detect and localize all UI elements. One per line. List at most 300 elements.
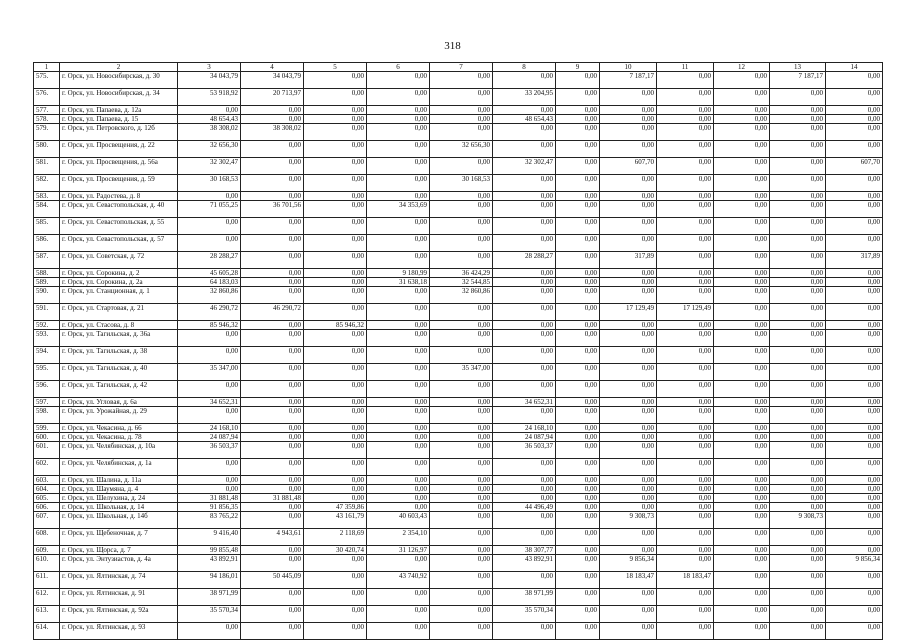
value-cell: 0,00 xyxy=(241,115,304,124)
row-index-cell: 600. xyxy=(34,433,60,442)
value-cell: 24 087,94 xyxy=(493,433,556,442)
address-cell: г. Орск, ул. Школьная, д. 14б xyxy=(60,512,178,529)
value-cell: 32 860,86 xyxy=(178,287,241,304)
row-index-cell: 581. xyxy=(34,158,60,175)
table-row xyxy=(34,572,883,589)
value-cell: 0,00 xyxy=(714,476,770,485)
value-cell: 0,00 xyxy=(770,529,826,546)
address-cell: г. Орск, ул. Щебеночная, д. 7 xyxy=(60,529,178,546)
value-cell: 0,00 xyxy=(600,424,657,433)
value-cell: 0,00 xyxy=(493,235,556,252)
value-cell: 0,00 xyxy=(657,347,714,364)
value-cell: 43 161,79 xyxy=(304,512,367,529)
value-cell: 0,00 xyxy=(556,269,600,278)
value-cell: 32 544,85 xyxy=(430,278,493,287)
column-number-6: 6 xyxy=(367,63,430,72)
value-cell: 0,00 xyxy=(241,218,304,235)
row-index-cell: 607. xyxy=(34,512,60,529)
value-cell: 0,00 xyxy=(714,546,770,555)
value-cell: 30 168,53 xyxy=(178,175,241,192)
value-cell: 0,00 xyxy=(770,269,826,278)
value-cell: 0,00 xyxy=(493,269,556,278)
value-cell: 0,00 xyxy=(430,433,493,442)
value-cell: 0,00 xyxy=(657,589,714,606)
value-cell: 0,00 xyxy=(556,424,600,433)
value-cell: 0,00 xyxy=(178,218,241,235)
value-cell: 0,00 xyxy=(770,459,826,476)
value-cell: 0,00 xyxy=(493,304,556,321)
value-cell: 31 881,48 xyxy=(241,494,304,503)
value-cell: 0,00 xyxy=(556,158,600,175)
value-cell: 0,00 xyxy=(826,546,883,555)
value-cell: 0,00 xyxy=(304,433,367,442)
value-cell: 0,00 xyxy=(714,529,770,546)
value-cell: 0,00 xyxy=(770,572,826,589)
value-cell: 32 656,30 xyxy=(178,141,241,158)
value-cell: 0,00 xyxy=(714,218,770,235)
value-cell: 0,00 xyxy=(493,192,556,201)
row-index-cell: 606. xyxy=(34,503,60,512)
value-cell: 0,00 xyxy=(714,572,770,589)
value-cell: 0,00 xyxy=(556,485,600,494)
value-cell: 48 654,43 xyxy=(178,115,241,124)
value-cell: 0,00 xyxy=(430,218,493,235)
column-number-4: 4 xyxy=(241,63,304,72)
value-cell: 0,00 xyxy=(430,115,493,124)
address-cell: г. Орск, ул. Станционная, д. 1 xyxy=(60,287,178,304)
row-index-cell: 578. xyxy=(34,115,60,124)
value-cell: 0,00 xyxy=(826,494,883,503)
value-cell: 0,00 xyxy=(178,381,241,398)
value-cell: 0,00 xyxy=(430,381,493,398)
value-cell: 99 855,48 xyxy=(178,546,241,555)
value-cell: 0,00 xyxy=(600,106,657,115)
value-cell: 0,00 xyxy=(178,106,241,115)
value-cell: 0,00 xyxy=(367,252,430,269)
value-cell: 9 856,34 xyxy=(826,555,883,572)
value-cell: 0,00 xyxy=(241,252,304,269)
value-cell: 0,00 xyxy=(826,321,883,330)
value-cell: 0,00 xyxy=(657,476,714,485)
value-cell: 0,00 xyxy=(556,278,600,287)
value-cell: 0,00 xyxy=(304,72,367,89)
address-cell: г. Орск, ул. Петровского, д. 12б xyxy=(60,124,178,141)
value-cell: 0,00 xyxy=(600,347,657,364)
value-cell: 0,00 xyxy=(556,115,600,124)
value-cell: 0,00 xyxy=(556,175,600,192)
value-cell: 9 308,73 xyxy=(600,512,657,529)
value-cell: 43 892,91 xyxy=(493,555,556,572)
value-cell: 0,00 xyxy=(770,89,826,106)
value-cell: 0,00 xyxy=(600,381,657,398)
row-index-cell: 609. xyxy=(34,546,60,555)
value-cell: 0,00 xyxy=(826,330,883,347)
value-cell: 0,00 xyxy=(430,201,493,218)
column-number-9: 9 xyxy=(556,63,600,72)
table-row xyxy=(34,115,883,124)
value-cell: 0,00 xyxy=(600,278,657,287)
value-cell: 0,00 xyxy=(367,321,430,330)
value-cell: 0,00 xyxy=(493,201,556,218)
value-cell: 0,00 xyxy=(770,442,826,459)
value-cell: 0,00 xyxy=(556,572,600,589)
value-cell: 0,00 xyxy=(714,304,770,321)
value-cell: 0,00 xyxy=(714,278,770,287)
table-row xyxy=(34,124,883,141)
value-cell: 9 308,73 xyxy=(770,512,826,529)
value-cell: 0,00 xyxy=(770,201,826,218)
table-row xyxy=(34,287,883,304)
table-row xyxy=(34,459,883,476)
value-cell: 0,00 xyxy=(304,175,367,192)
value-cell: 0,00 xyxy=(600,398,657,407)
value-cell: 0,00 xyxy=(241,442,304,459)
value-cell: 0,00 xyxy=(241,287,304,304)
value-cell: 0,00 xyxy=(241,141,304,158)
value-cell: 0,00 xyxy=(657,623,714,640)
value-cell: 0,00 xyxy=(826,278,883,287)
address-cell: г. Орск, ул. Тагильская, д. 36а xyxy=(60,330,178,347)
value-cell: 0,00 xyxy=(430,124,493,141)
value-cell: 0,00 xyxy=(714,347,770,364)
value-cell: 0,00 xyxy=(657,115,714,124)
value-cell: 0,00 xyxy=(714,72,770,89)
address-cell: г. Орск, ул. Просвещения, д. 59 xyxy=(60,175,178,192)
value-cell: 607,70 xyxy=(600,158,657,175)
page-number: 318 xyxy=(444,40,461,52)
value-cell: 0,00 xyxy=(826,485,883,494)
value-cell: 0,00 xyxy=(657,407,714,424)
value-cell: 0,00 xyxy=(600,589,657,606)
address-cell: г. Орск, ул. Шелухина, д. 24 xyxy=(60,494,178,503)
value-cell: 36 424,29 xyxy=(430,269,493,278)
address-cell: г. Орск, ул. Ялтинская, д. 92а xyxy=(60,606,178,623)
value-cell: 0,00 xyxy=(657,287,714,304)
value-cell: 0,00 xyxy=(770,433,826,442)
value-cell: 0,00 xyxy=(178,235,241,252)
row-index-cell: 588. xyxy=(34,269,60,278)
value-cell: 0,00 xyxy=(826,287,883,304)
value-cell: 0,00 xyxy=(714,235,770,252)
value-cell: 0,00 xyxy=(826,89,883,106)
value-cell: 0,00 xyxy=(304,381,367,398)
row-index-cell: 608. xyxy=(34,529,60,546)
value-cell: 0,00 xyxy=(770,494,826,503)
value-cell: 0,00 xyxy=(493,512,556,529)
value-cell: 0,00 xyxy=(714,512,770,529)
value-cell: 0,00 xyxy=(304,606,367,623)
value-cell: 0,00 xyxy=(367,347,430,364)
value-cell: 0,00 xyxy=(304,623,367,640)
value-cell: 0,00 xyxy=(493,485,556,494)
value-cell: 0,00 xyxy=(657,321,714,330)
value-cell: 0,00 xyxy=(770,321,826,330)
row-index-cell: 590. xyxy=(34,287,60,304)
value-cell: 0,00 xyxy=(714,442,770,459)
value-cell: 0,00 xyxy=(304,192,367,201)
value-cell: 24 168,10 xyxy=(493,424,556,433)
value-cell: 0,00 xyxy=(657,512,714,529)
table-row xyxy=(34,476,883,485)
value-cell: 0,00 xyxy=(367,424,430,433)
value-cell: 34 652,31 xyxy=(493,398,556,407)
value-cell: 0,00 xyxy=(304,494,367,503)
value-cell: 0,00 xyxy=(304,589,367,606)
value-cell: 0,00 xyxy=(241,512,304,529)
value-cell: 0,00 xyxy=(826,72,883,89)
value-cell: 0,00 xyxy=(657,192,714,201)
column-number-3: 3 xyxy=(178,63,241,72)
value-cell: 0,00 xyxy=(657,201,714,218)
value-cell: 0,00 xyxy=(770,364,826,381)
value-cell: 0,00 xyxy=(770,106,826,115)
value-cell: 24 087,94 xyxy=(178,433,241,442)
value-cell: 0,00 xyxy=(556,381,600,398)
value-cell: 0,00 xyxy=(600,192,657,201)
value-cell: 0,00 xyxy=(367,459,430,476)
value-cell: 0,00 xyxy=(657,494,714,503)
value-cell: 43 892,91 xyxy=(178,555,241,572)
value-cell: 0,00 xyxy=(714,158,770,175)
value-cell: 0,00 xyxy=(241,555,304,572)
row-index-cell: 598. xyxy=(34,407,60,424)
value-cell: 0,00 xyxy=(714,407,770,424)
value-cell: 0,00 xyxy=(493,347,556,364)
value-cell: 94 186,01 xyxy=(178,572,241,589)
table-row xyxy=(34,158,883,175)
value-cell: 607,70 xyxy=(826,158,883,175)
value-cell: 7 187,17 xyxy=(770,72,826,89)
value-cell: 0,00 xyxy=(600,218,657,235)
value-cell: 0,00 xyxy=(304,278,367,287)
value-cell: 2 118,69 xyxy=(304,529,367,546)
value-cell: 0,00 xyxy=(600,433,657,442)
value-cell: 0,00 xyxy=(241,278,304,287)
value-cell: 0,00 xyxy=(178,407,241,424)
value-cell: 0,00 xyxy=(714,201,770,218)
value-cell: 0,00 xyxy=(600,503,657,512)
value-cell: 0,00 xyxy=(178,330,241,347)
value-cell: 0,00 xyxy=(241,476,304,485)
row-index-cell: 591. xyxy=(34,304,60,321)
value-cell: 0,00 xyxy=(493,529,556,546)
address-cell: г. Орск, ул. Сорокина, д. 2а xyxy=(60,278,178,287)
table-row xyxy=(34,623,883,640)
value-cell: 0,00 xyxy=(826,364,883,381)
value-cell: 32 860,86 xyxy=(430,287,493,304)
row-index-cell: 586. xyxy=(34,235,60,252)
column-number-8: 8 xyxy=(493,63,556,72)
value-cell: 0,00 xyxy=(600,546,657,555)
table-row xyxy=(34,494,883,503)
value-cell: 0,00 xyxy=(241,485,304,494)
value-cell: 0,00 xyxy=(430,572,493,589)
row-index-cell: 576. xyxy=(34,89,60,106)
value-cell: 0,00 xyxy=(770,623,826,640)
address-cell: г. Орск, ул. Шаумяна, д. 4 xyxy=(60,485,178,494)
table-row xyxy=(34,407,883,424)
value-cell: 24 168,10 xyxy=(178,424,241,433)
value-cell: 36 503,37 xyxy=(493,442,556,459)
value-cell: 0,00 xyxy=(304,218,367,235)
value-cell: 0,00 xyxy=(770,476,826,485)
value-cell: 0,00 xyxy=(600,364,657,381)
value-cell: 0,00 xyxy=(430,347,493,364)
value-cell: 20 713,97 xyxy=(241,89,304,106)
value-cell: 38 308,02 xyxy=(178,124,241,141)
value-cell: 0,00 xyxy=(493,330,556,347)
value-cell: 0,00 xyxy=(367,407,430,424)
value-cell: 0,00 xyxy=(770,398,826,407)
column-number-14: 14 xyxy=(826,63,883,72)
value-cell: 0,00 xyxy=(304,485,367,494)
row-index-cell: 589. xyxy=(34,278,60,287)
value-cell: 0,00 xyxy=(600,494,657,503)
value-cell: 28 288,27 xyxy=(493,252,556,269)
table-row xyxy=(34,141,883,158)
value-cell: 0,00 xyxy=(241,347,304,364)
value-cell: 0,00 xyxy=(770,381,826,398)
address-cell: г. Орск, ул. Просвещения, д. 56а xyxy=(60,158,178,175)
value-cell: 0,00 xyxy=(556,364,600,381)
value-cell: 38 308,02 xyxy=(241,124,304,141)
value-cell: 0,00 xyxy=(600,623,657,640)
value-cell: 0,00 xyxy=(657,235,714,252)
value-cell: 0,00 xyxy=(826,175,883,192)
value-cell: 0,00 xyxy=(367,398,430,407)
value-cell: 0,00 xyxy=(826,407,883,424)
value-cell: 0,00 xyxy=(556,72,600,89)
value-cell: 0,00 xyxy=(367,555,430,572)
value-cell: 0,00 xyxy=(770,287,826,304)
value-cell: 0,00 xyxy=(770,278,826,287)
value-cell: 0,00 xyxy=(600,124,657,141)
value-cell: 85 946,32 xyxy=(304,321,367,330)
column-number-10: 10 xyxy=(600,63,657,72)
row-index-cell: 592. xyxy=(34,321,60,330)
value-cell: 0,00 xyxy=(714,398,770,407)
value-cell: 0,00 xyxy=(241,424,304,433)
table-row xyxy=(34,512,883,529)
address-cell: г. Орск, ул. Севастопольская, д. 55 xyxy=(60,218,178,235)
value-cell: 0,00 xyxy=(493,287,556,304)
row-index-cell: 613. xyxy=(34,606,60,623)
row-index-cell: 584. xyxy=(34,201,60,218)
value-cell: 0,00 xyxy=(241,269,304,278)
value-cell: 0,00 xyxy=(430,623,493,640)
value-cell: 32 302,47 xyxy=(178,158,241,175)
value-cell: 38 307,77 xyxy=(493,546,556,555)
value-cell: 0,00 xyxy=(556,330,600,347)
value-cell: 36 503,37 xyxy=(178,442,241,459)
value-cell: 0,00 xyxy=(600,407,657,424)
value-cell: 0,00 xyxy=(714,606,770,623)
address-cell: г. Орск, ул. Ялтинская, д. 91 xyxy=(60,589,178,606)
value-cell: 0,00 xyxy=(304,124,367,141)
value-cell: 0,00 xyxy=(367,589,430,606)
value-cell: 18 183,47 xyxy=(657,572,714,589)
value-cell: 0,00 xyxy=(657,364,714,381)
address-cell: г. Орск, ул. Папаева, д. 15 xyxy=(60,115,178,124)
value-cell: 0,00 xyxy=(657,278,714,287)
value-cell: 0,00 xyxy=(430,89,493,106)
value-cell: 0,00 xyxy=(493,494,556,503)
value-cell: 0,00 xyxy=(556,124,600,141)
value-cell: 0,00 xyxy=(657,158,714,175)
value-cell: 0,00 xyxy=(493,364,556,381)
table-row xyxy=(34,201,883,218)
row-index-cell: 596. xyxy=(34,381,60,398)
value-cell: 0,00 xyxy=(367,141,430,158)
value-cell: 0,00 xyxy=(367,287,430,304)
value-cell: 0,00 xyxy=(657,529,714,546)
value-cell: 0,00 xyxy=(304,572,367,589)
value-cell: 0,00 xyxy=(241,321,304,330)
value-cell: 0,00 xyxy=(770,330,826,347)
value-cell: 0,00 xyxy=(241,381,304,398)
value-cell: 0,00 xyxy=(714,287,770,304)
column-number-5: 5 xyxy=(304,63,367,72)
value-cell: 0,00 xyxy=(367,442,430,459)
value-cell: 34 652,31 xyxy=(178,398,241,407)
value-cell: 0,00 xyxy=(304,347,367,364)
value-cell: 31 638,18 xyxy=(367,278,430,287)
value-cell: 0,00 xyxy=(556,459,600,476)
value-cell: 0,00 xyxy=(241,235,304,252)
value-cell: 7 187,17 xyxy=(600,72,657,89)
value-cell: 0,00 xyxy=(430,407,493,424)
value-cell: 0,00 xyxy=(657,269,714,278)
value-cell: 0,00 xyxy=(556,503,600,512)
value-cell: 0,00 xyxy=(714,485,770,494)
value-cell: 0,00 xyxy=(430,424,493,433)
value-cell: 0,00 xyxy=(430,494,493,503)
value-cell: 0,00 xyxy=(493,321,556,330)
value-cell: 0,00 xyxy=(367,235,430,252)
row-index-cell: 585. xyxy=(34,218,60,235)
value-cell: 0,00 xyxy=(556,606,600,623)
value-cell: 0,00 xyxy=(556,623,600,640)
value-cell: 46 290,72 xyxy=(241,304,304,321)
value-cell: 317,89 xyxy=(600,252,657,269)
value-cell: 0,00 xyxy=(770,124,826,141)
value-cell: 0,00 xyxy=(556,235,600,252)
address-cell: г. Орск, ул. Стартовая, д. 21 xyxy=(60,304,178,321)
address-cell: г. Орск, ул. Радостева, д. 8 xyxy=(60,192,178,201)
table-row xyxy=(34,235,883,252)
value-cell: 0,00 xyxy=(600,476,657,485)
value-cell: 0,00 xyxy=(367,433,430,442)
value-cell: 0,00 xyxy=(657,381,714,398)
table-row xyxy=(34,381,883,398)
value-cell: 0,00 xyxy=(367,72,430,89)
value-cell: 83 765,22 xyxy=(178,512,241,529)
row-index-cell: 582. xyxy=(34,175,60,192)
row-index-cell: 611. xyxy=(34,572,60,589)
value-cell: 31 126,97 xyxy=(367,546,430,555)
value-cell: 0,00 xyxy=(430,106,493,115)
value-cell: 0,00 xyxy=(826,269,883,278)
value-cell: 0,00 xyxy=(367,606,430,623)
value-cell: 0,00 xyxy=(600,115,657,124)
column-number-12: 12 xyxy=(714,63,770,72)
value-cell: 0,00 xyxy=(556,218,600,235)
value-cell: 31 881,48 xyxy=(178,494,241,503)
value-cell: 0,00 xyxy=(657,398,714,407)
value-cell: 0,00 xyxy=(826,424,883,433)
column-number-11: 11 xyxy=(657,63,714,72)
value-cell: 0,00 xyxy=(430,512,493,529)
